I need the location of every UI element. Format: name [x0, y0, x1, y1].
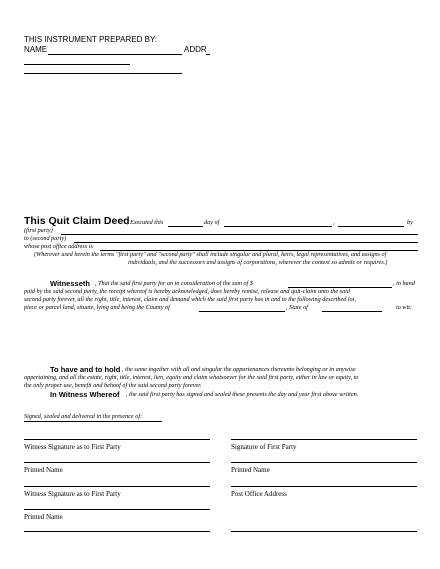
first-party-signature-label: Signature of First Party: [231, 443, 297, 451]
addr-label: ADDR: [184, 45, 207, 54]
second-party-line[interactable]: [74, 242, 418, 243]
witnesseth-line-3: second party forever, all the right, title, interest, claim and demand which the said first party has in and to the following described lot,: [24, 296, 356, 303]
witness-2-label: Witness Signature as to First Party: [24, 490, 121, 498]
day-of-label: day of: [204, 219, 220, 226]
printed-name-3-label: Printed Name: [24, 513, 63, 521]
witness-2-signature-line[interactable]: [24, 486, 210, 487]
witnesseth-line-4a: piece or parcel land, situate, lying and being the County of: [24, 304, 170, 311]
comma-label: ,: [333, 219, 335, 226]
by-label: by: [407, 219, 413, 226]
header-blank-line-2[interactable]: [24, 73, 182, 74]
second-party-label: to (second party): [24, 235, 67, 242]
witnesseth-line-2: paid by the said second party, the receipt whereof is hereby acknowledged, does hereby remise, release and quit-claim unto the said: [24, 288, 350, 295]
wherever-clause-2: individuals, and the successors and assigns of corporations, wherever the context so admits or requires.): [128, 259, 388, 266]
address-label: whose post office address is: [24, 243, 93, 250]
witness-1-signature-line[interactable]: [24, 439, 210, 440]
witnesseth-line-1: , That the said first party for an in consideration of the sum of $: [95, 280, 253, 287]
witness-whereof-heading: In Witness Whereof: [50, 390, 120, 399]
signed-sealed-underline: [24, 421, 162, 422]
name-line[interactable]: [48, 54, 182, 55]
signed-sealed-label: Signed, sealed and delivered in the presence of:: [24, 413, 143, 420]
first-party-label: (first party): [24, 227, 53, 234]
post-office-address-line[interactable]: [231, 486, 417, 487]
county-line[interactable]: [199, 311, 285, 312]
witness-whereof-text: , the said first party has signed and sealed these presents the day and year first above written.: [126, 391, 359, 398]
state-label: , State of: [286, 304, 308, 311]
habendum-line-2: appertaining, and all the estate, right, title, interest, lien, equity and claim whatsoever for the said first party, either in law or equity, to: [24, 374, 359, 381]
first-party-line[interactable]: [61, 234, 418, 235]
printed-name-1-line[interactable]: [24, 462, 210, 463]
witness-1-label: Witness Signature as to First Party: [24, 443, 121, 451]
extra-signature-line-left[interactable]: [24, 531, 210, 532]
in-hand-label: , in hand: [393, 280, 415, 287]
prepared-by-label: THIS INSTRUMENT PREPARED BY:: [24, 35, 158, 44]
executed-day-line[interactable]: [168, 226, 203, 227]
executed-label: , Executed this: [127, 219, 164, 226]
first-party-signature-line[interactable]: [231, 439, 417, 440]
state-line[interactable]: [322, 311, 382, 312]
deed-title: This Quit Claim Deed: [24, 215, 130, 227]
addr-line[interactable]: [206, 54, 210, 55]
to-wit-label: to wit:: [396, 304, 412, 311]
name-label: NAME: [24, 45, 48, 54]
habendum-line-1: , the same together with all and singular the appurtenances thereunto belonging or in anywise: [122, 366, 356, 373]
header-blank-line-1[interactable]: [24, 64, 130, 65]
month-line[interactable]: [224, 226, 332, 227]
wherever-clause-1: (Wherever used herein the terms "first party" and "second party" shall include singular and plural, heirs, legal representatives, and assigns of: [34, 251, 387, 258]
printed-name-2-line[interactable]: [231, 462, 417, 463]
witnesseth-heading: Witnesseth: [50, 279, 90, 288]
printed-name-1-label: Printed Name: [24, 466, 63, 474]
post-office-address-label: Post Office Address: [231, 490, 287, 498]
extra-signature-line-right[interactable]: [231, 531, 417, 532]
habendum-line-3: the only proper use, benefit and behoof of the said second party forever.: [24, 382, 202, 389]
year-line[interactable]: [338, 226, 404, 227]
printed-name-2-label: Printed Name: [231, 466, 270, 474]
habendum-heading: To have and to hold: [50, 365, 121, 374]
printed-name-3-line[interactable]: [24, 509, 210, 510]
